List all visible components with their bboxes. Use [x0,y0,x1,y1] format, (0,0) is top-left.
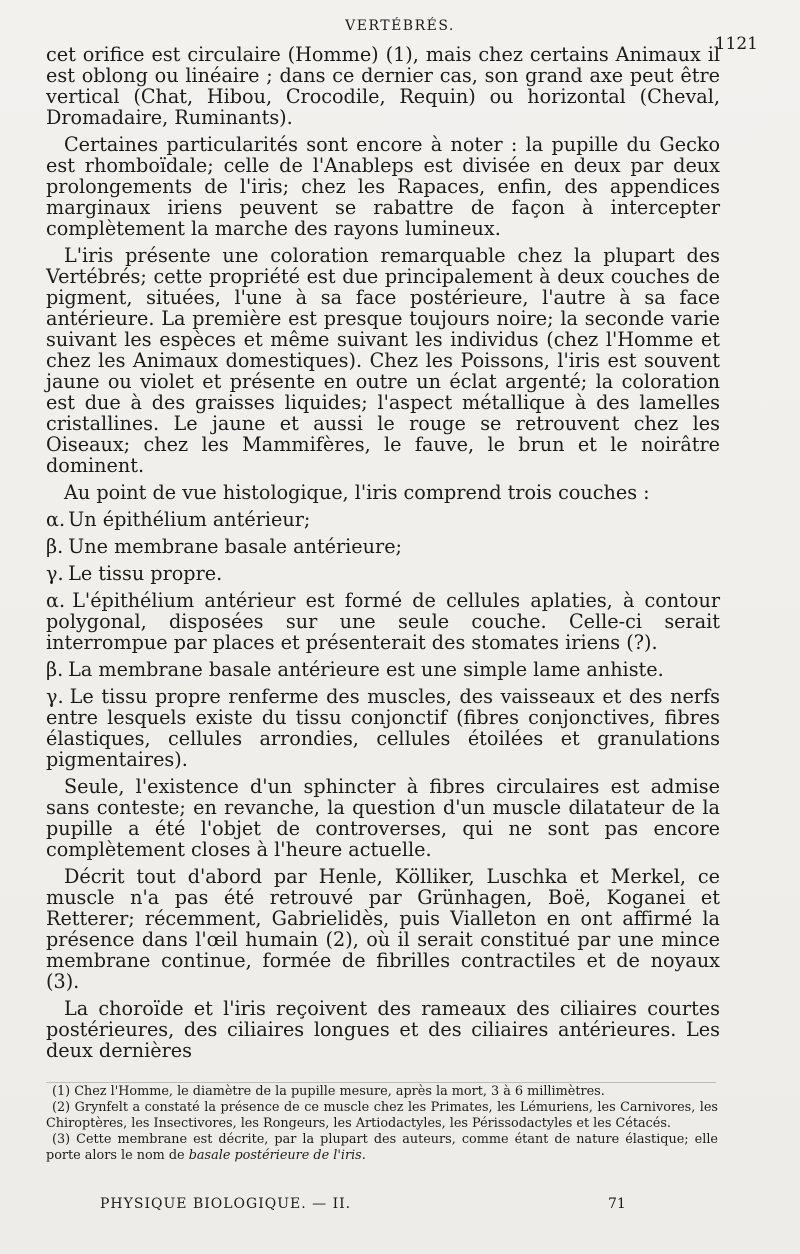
signature-mark: PHYSIQUE BIOLOGIQUE. — II. [100,1196,352,1212]
list-item [46,536,720,557]
detail-text: L'épithélium antérieur est formé de cellules aplaties, à contour polygonal, disposées sur une seule couche. Celle-ci serait interrompue par places et présenterait des stomates iriens (?). [46,589,721,654]
list-item [46,563,720,584]
footnote-3 [46,1132,718,1164]
list-item-text: Une membrane basale antérieure; [68,535,403,558]
running-title: VERTÉBRÉS. [345,18,455,34]
detail-membrane [46,659,720,680]
footnote-divider [46,1082,716,1083]
paragraph-dilatator: Décrit tout d'abord par Henle, Kölliker, Luschka et Merkel, ce muscle n'a pas été retrouvé par Grünhagen, Boë, Koganei et Retterer; récemment, Gabrielidès, puis Vialleton en ont affirmé la présence dans l'œil humain (2), où il serait constitué par une mince membrane continue, formée de fibrilles contractiles et de noyaux (3). [46,865,720,993]
list-item-text: Un épithélium antérieur; [68,508,311,531]
footnote-1: (1) Chez l'Homme, le diamètre de la pupille mesure, après la mort, 3 à 6 millimètres. [52,1084,605,1099]
paragraph-particularities: Certaines particularités sont encore à noter : la pupille du Gecko est rhomboïdale; celle de l'Anableps est divisée en deux par deux prolongements de l'iris; chez les Rapaces, enfin, des appendices marginaux iriens peuvent se rabattre de façon à intercepter complètement la marche des rayons lumineux. [46,133,720,240]
footnote-3-text: (3) Cette membrane est décrite, par la plupart des auteurs, comme étant de nature élastique; elle porte alors le nom de [46,1132,718,1163]
footnotes [46,1084,718,1164]
detail-tissue [46,686,720,770]
footnote-3-end: . [361,1148,366,1163]
main-text [46,44,720,1067]
footnote-2: (2) Grynfelt a constaté la présence de ce muscle chez les Primates, les Lémuriens, les Carnivores, les Chiroptères, les Insectivores, les Rongeurs, les Artiodactyles, les Périssodactyles et les Cétacés. [46,1100,718,1131]
list-marker: α. [46,508,66,531]
detail-epithelium [46,590,720,653]
paragraph-pupil-shape: cet orifice est circulaire (Homme) (1), mais chez certains Animaux il est oblong ou linéaire ; dans ce dernier cas, son grand axe peut être vertical (Chat, Hibou, Crocodile, Requin) ou horizontal (Cheval, Dromadaire, Ruminants). [46,43,720,129]
list-marker: γ. [46,685,64,708]
footnote-3-italic: basale postérieure de l'iris [188,1148,362,1163]
paragraph-sphincter: Seule, l'existence d'un sphincter à fibres circulaires est admise sans conteste; en revanche, la question d'un muscle dilatateur de la pupille a été l'objet de controverses, qui ne sont pas encore complètement closes à l'heure actuelle. [46,775,720,861]
paragraph-histology-intro: Au point de vue histologique, l'iris comprend trois couches : [64,481,650,504]
list-marker: β. [46,535,64,558]
list-marker: α. [46,589,66,612]
list-item-text: Le tissu propre. [68,562,223,585]
detail-text: La membrane basale antérieure est une simple lame anhiste. [68,658,664,681]
list-item [46,509,720,530]
detail-text: Le tissu propre renferme des muscles, des vaisseaux et des nerfs entre lesquels existe du tissu conjonctif (fibres conjonctives, fibres élastiques, cellules arrondies, cellules étoilées et granulations pigmentaires). [46,685,720,771]
paragraph-vessels: La choroïde et l'iris reçoivent des rameaux des ciliaires courtes postérieures, des ciliaires longues et des ciliaires antérieures. Les deux dernières [46,997,720,1062]
page-number: 1121 [714,34,758,54]
sheet-number: 71 [608,1196,626,1212]
list-marker: γ. [46,562,64,585]
list-marker: β. [46,658,64,681]
paragraph-coloration: L'iris présente une coloration remarquable chez la plupart des Vertébrés; cette propriété est due principalement à deux couches de pigment, situées, l'une à sa face postérieure, l'autre à sa face antérieure. La première est presque toujours noire; la seconde varie suivant les espèces et même suivant les individus (chez l'Homme et chez les Animaux domestiques). Chez les Poissons, l'iris est souvent jaune ou violet et présente en outre un éclat argenté; la coloration est due à des graisses liquides; l'aspect métallique à des lamelles cristallines. Le jaune et aussi le rouge se retrouvent chez les Oiseaux; chez les Mammifères, le fauve, le brun et le noirâtre dominent. [46,244,720,477]
